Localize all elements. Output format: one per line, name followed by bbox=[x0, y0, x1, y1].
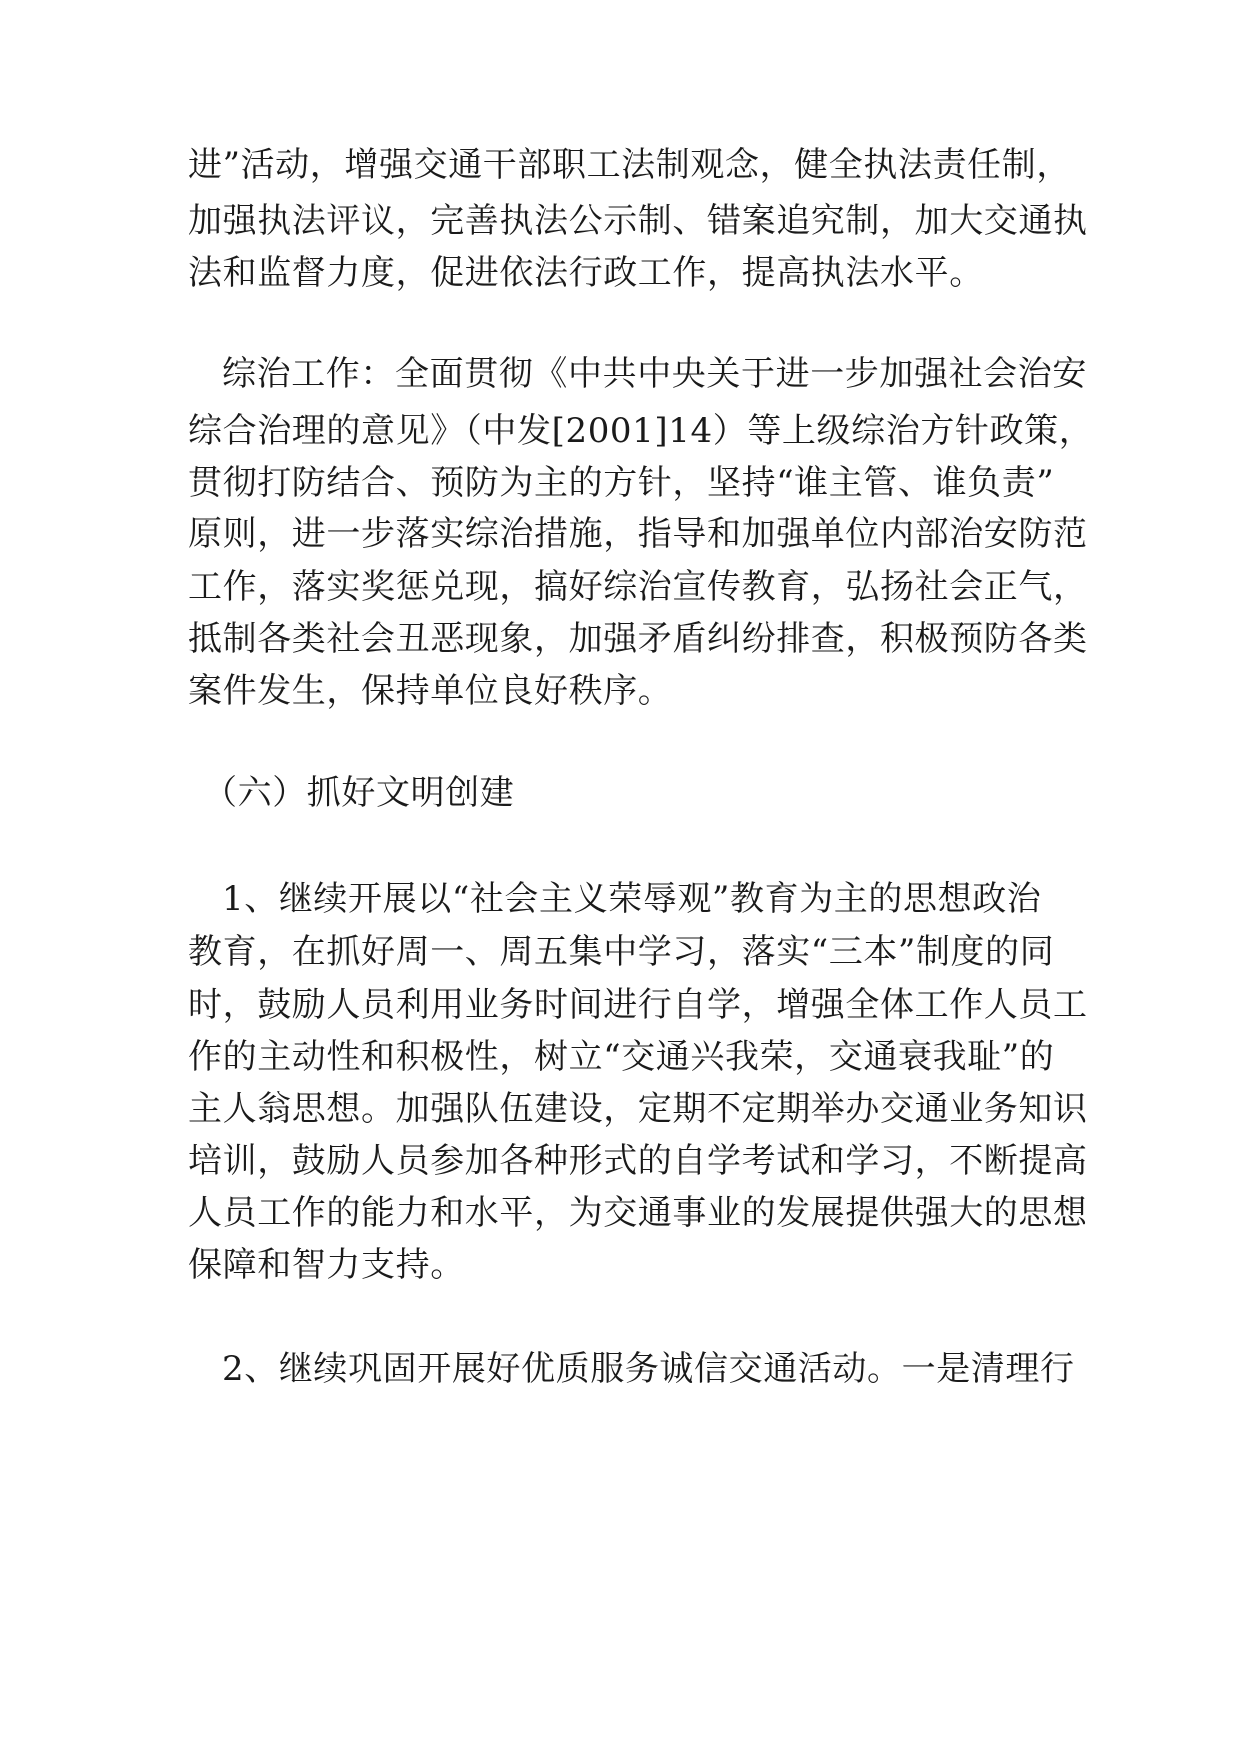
text-line: 1、继续开展以“社会主义荣辱观”教育为主的思想政治 bbox=[222, 879, 1042, 919]
text-line: 贯彻打防结合、预防为主的方针，坚持“谁主管、谁负责” bbox=[188, 463, 1055, 503]
text-line: 主人翁思想。加强队伍建设，定期不定期举办交通业务知识 bbox=[188, 1089, 1088, 1129]
text-line: 加强执法评议，完善执法公示制、错案追究制，加大交通执 bbox=[188, 201, 1088, 241]
text-line: 原则，进一步落实综治措施，指导和加强单位内部治安防范 bbox=[188, 514, 1088, 554]
text-line: 进”活动，增强交通干部职工法制观念，健全执法责任制， bbox=[188, 145, 1071, 185]
text-line: 抵制各类社会丑恶现象，加强矛盾纠纷排查，积极预防各类 bbox=[188, 619, 1088, 659]
text-line: 综合治理的意见》（中发[2001]14）等上级综治方针政策， bbox=[188, 411, 1094, 451]
text-line: 人员工作的能力和水平，为交通事业的发展提供强大的思想 bbox=[188, 1193, 1088, 1233]
text-line: 2、继续巩固开展好优质服务诚信交通活动。一是清理行 bbox=[222, 1349, 1075, 1389]
text-line: 教育，在抓好周一、周五集中学习，落实“三本”制度的同 bbox=[188, 932, 1055, 972]
heading-text: （六）抓好文明创建 bbox=[203, 773, 515, 813]
text-line: 工作，落实奖惩兑现，搞好综治宣传教育，弘扬社会正气， bbox=[188, 567, 1088, 607]
text-line: 保障和智力支持。 bbox=[188, 1245, 465, 1285]
text-line: 综治工作：全面贯彻《中共中央关于进一步加强社会治安 bbox=[222, 354, 1087, 394]
text-line: 作的主动性和积极性，树立“交通兴我荣，交通衰我耻”的 bbox=[188, 1037, 1055, 1077]
text-line: 时，鼓励人员利用业务时间进行自学，增强全体工作人员工 bbox=[188, 985, 1088, 1025]
text-line: 案件发生，保持单位良好秩序。 bbox=[188, 671, 673, 711]
text-line: 法和监督力度，促进依法行政工作，提高执法水平。 bbox=[188, 253, 984, 293]
text-line: 培训，鼓励人员参加各种形式的自学考试和学习，不断提高 bbox=[188, 1141, 1088, 1181]
